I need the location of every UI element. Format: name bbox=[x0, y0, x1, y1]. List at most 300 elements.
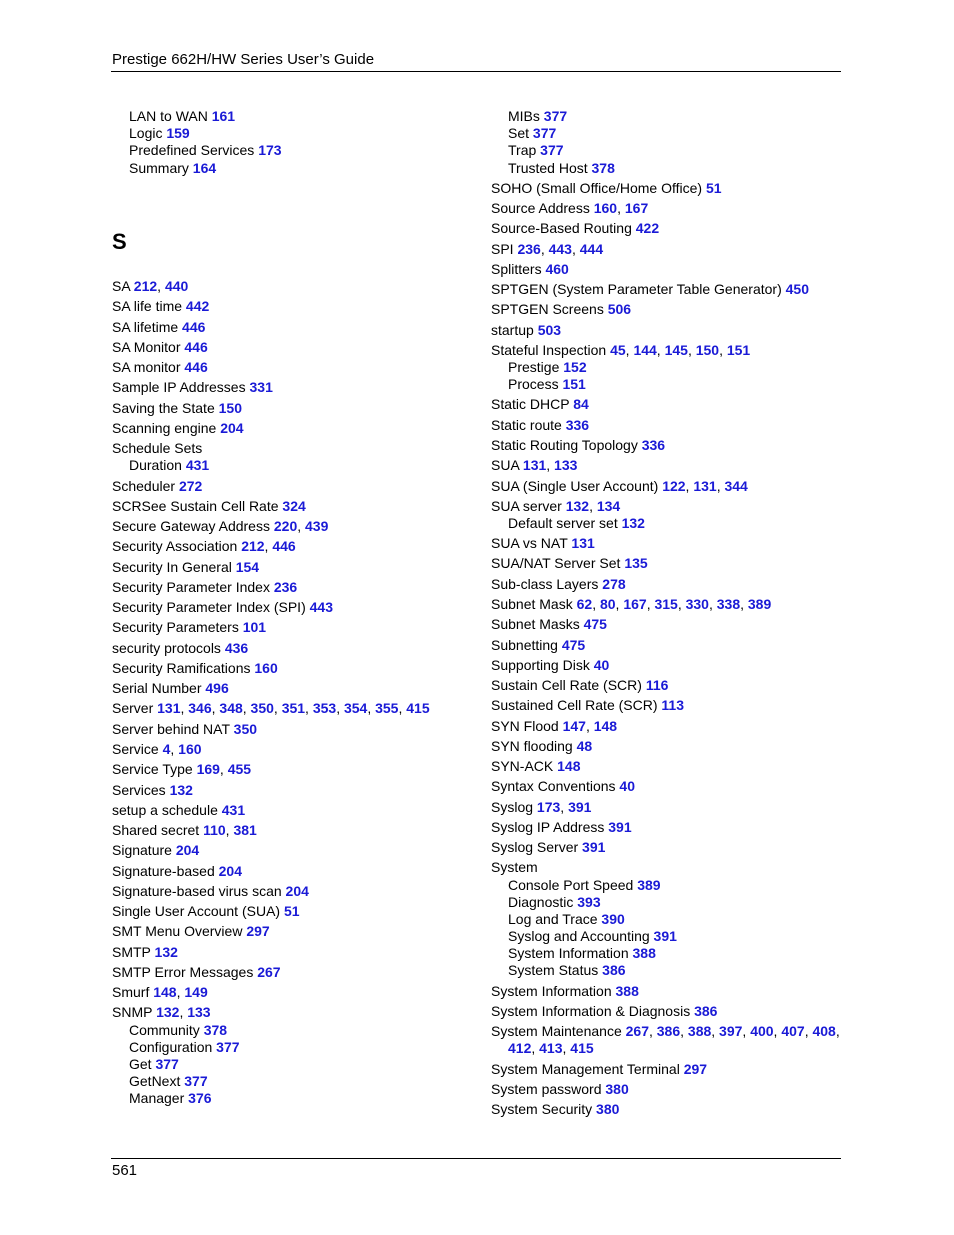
page-reference-link[interactable]: 135 bbox=[624, 555, 648, 571]
page-reference-link[interactable]: 278 bbox=[602, 576, 626, 592]
page-reference-link[interactable]: 132 bbox=[169, 782, 193, 798]
page-reference-link[interactable]: 390 bbox=[601, 911, 625, 927]
page-reference-link[interactable]: 386 bbox=[694, 1003, 718, 1019]
index-entry bbox=[491, 758, 580, 775]
index-entry bbox=[491, 1081, 629, 1098]
page-reference-link[interactable]: 350 bbox=[233, 721, 258, 737]
index-entry: SPI 236, 443, 444 bbox=[491, 241, 604, 257]
index-entry bbox=[112, 680, 229, 697]
index-term: Logic bbox=[129, 125, 163, 141]
page-reference-link[interactable]: 51 bbox=[283, 903, 300, 919]
page-reference-link[interactable]: 415 bbox=[406, 700, 430, 716]
page-reference-link[interactable]: 496 bbox=[205, 680, 229, 696]
page-reference-link[interactable]: 131 bbox=[571, 535, 595, 551]
page-reference-link[interactable]: 377 bbox=[532, 125, 557, 141]
index-term: SA lifetime bbox=[112, 319, 179, 335]
index-entry bbox=[491, 616, 607, 633]
page-reference-link[interactable]: 167 bbox=[624, 200, 649, 216]
page-reference-link[interactable]: 336 bbox=[641, 437, 666, 453]
index-subentry bbox=[508, 160, 615, 177]
page-reference-link[interactable]: 267 bbox=[257, 964, 281, 980]
page-reference-link[interactable]: 446 bbox=[184, 359, 208, 375]
index-subentry bbox=[508, 142, 564, 159]
index-entry: SYN Flood 147, 148 bbox=[491, 718, 618, 734]
index-term: Syslog IP Address bbox=[491, 819, 605, 835]
index-term: System Status bbox=[508, 962, 599, 978]
index-entry bbox=[112, 359, 208, 376]
page-reference-link[interactable]: 40 bbox=[593, 657, 610, 673]
page-reference-link[interactable]: 150 bbox=[695, 342, 720, 358]
index-entry bbox=[112, 599, 333, 616]
index-entry bbox=[491, 437, 665, 454]
index-term: Default server set bbox=[508, 515, 618, 531]
index-entry bbox=[491, 555, 648, 572]
index-entry: System Maintenance 267, 386, 388, 397, 400, 407, 408, 412, 413, 415 bbox=[491, 1023, 840, 1056]
page-reference-link[interactable]: 132 bbox=[154, 944, 178, 960]
index-entry bbox=[491, 261, 569, 278]
index-term: startup bbox=[491, 322, 534, 338]
index-subentry bbox=[129, 1056, 179, 1073]
page-reference-link[interactable]: 267 bbox=[625, 1023, 649, 1039]
page-reference-link[interactable]: 397 bbox=[719, 1023, 743, 1039]
index-term: Syslog Server bbox=[491, 839, 579, 855]
index-term: Schedule Sets bbox=[112, 440, 203, 456]
page-reference-link[interactable]: 236 bbox=[517, 241, 541, 257]
page-reference-link[interactable]: 131 bbox=[522, 457, 547, 473]
index-entry bbox=[112, 498, 306, 515]
index-entry bbox=[112, 782, 193, 799]
index-subentry bbox=[508, 911, 625, 928]
index-term: Source Address bbox=[491, 200, 590, 216]
index-term: SOHO (Small Office/Home Office) bbox=[491, 180, 703, 196]
index-term: Static DHCP bbox=[491, 396, 570, 412]
index-term: SA bbox=[112, 278, 130, 294]
page-reference-link[interactable]: 147 bbox=[562, 718, 586, 734]
page-reference-link[interactable]: 169 bbox=[196, 761, 220, 777]
page-reference-link[interactable]: 436 bbox=[224, 640, 249, 656]
index-entry bbox=[491, 657, 609, 674]
index-entry bbox=[112, 903, 300, 920]
page-reference-link[interactable]: 204 bbox=[220, 420, 244, 436]
index-entry bbox=[491, 819, 632, 836]
index-term: MIBs bbox=[508, 108, 540, 124]
page-reference-link[interactable]: 150 bbox=[218, 400, 242, 416]
index-entry: Syslog 173, 391 bbox=[491, 799, 592, 815]
page-reference-link[interactable]: 116 bbox=[645, 677, 669, 693]
index-term: Sub-class Layers bbox=[491, 576, 599, 592]
page-reference-link[interactable]: 173 bbox=[536, 799, 561, 815]
index-subentry bbox=[508, 928, 677, 945]
page-reference-link[interactable]: 204 bbox=[285, 883, 309, 899]
index-term: Signature-based virus scan bbox=[112, 883, 282, 899]
index-entry: Security Association 212, 446 bbox=[112, 538, 296, 554]
index-entry: Shared secret 110, 381 bbox=[112, 822, 257, 838]
index-entry bbox=[491, 778, 635, 795]
page-reference-link[interactable]: 407 bbox=[781, 1023, 805, 1039]
page-reference-link[interactable]: 431 bbox=[185, 457, 210, 473]
index-subentry bbox=[129, 108, 235, 125]
index-entry bbox=[112, 298, 209, 315]
index-subentry bbox=[508, 515, 645, 532]
page-reference-link[interactable]: 439 bbox=[305, 518, 329, 534]
index-term: SUA (Single User Account) bbox=[491, 478, 659, 494]
page-reference-link[interactable]: 391 bbox=[582, 839, 606, 855]
page-reference-link[interactable]: 4 bbox=[162, 741, 171, 757]
page-reference-link[interactable]: 154 bbox=[235, 559, 260, 575]
page-reference-link[interactable]: 160 bbox=[178, 741, 202, 757]
page-reference-link[interactable]: 315 bbox=[654, 596, 678, 612]
index-term: Service Type bbox=[112, 761, 193, 777]
index-term: SPI bbox=[491, 241, 514, 257]
index-term: Community bbox=[129, 1022, 200, 1038]
page-reference-link[interactable]: 40 bbox=[619, 778, 635, 794]
index-subentry bbox=[508, 945, 656, 962]
index-term: Splitters bbox=[491, 261, 542, 277]
page-reference-link[interactable]: 415 bbox=[570, 1040, 594, 1056]
page-reference-link[interactable]: 173 bbox=[258, 142, 282, 158]
page-reference-link[interactable]: 503 bbox=[537, 322, 562, 338]
page-reference-link[interactable]: 431 bbox=[221, 802, 246, 818]
index-term: System password bbox=[491, 1081, 602, 1097]
index-term: GetNext bbox=[129, 1073, 181, 1089]
index-entry: Secure Gateway Address 220, 439 bbox=[112, 518, 329, 534]
index-entry bbox=[491, 322, 561, 339]
index-entry: Subnet Mask 62, 80, 167, 315, 330, 338, 389 bbox=[491, 596, 772, 612]
page-reference-link[interactable]: 378 bbox=[591, 160, 615, 176]
index-term: Set bbox=[508, 125, 530, 141]
page-reference-link[interactable]: 48 bbox=[576, 738, 593, 754]
page-reference-link[interactable]: 148 bbox=[593, 718, 618, 734]
page-reference-link[interactable]: 389 bbox=[637, 877, 661, 893]
index-term: Security Parameter Index bbox=[112, 579, 270, 595]
index-entry bbox=[491, 677, 668, 694]
page-reference-link[interactable]: 167 bbox=[623, 596, 647, 612]
page-reference-link[interactable]: 151 bbox=[726, 342, 751, 358]
page-reference-link[interactable]: 381 bbox=[233, 822, 257, 838]
page-reference-link[interactable]: 378 bbox=[203, 1022, 228, 1038]
page-reference-link[interactable]: 350 bbox=[250, 700, 274, 716]
page-reference-link[interactable]: 132 bbox=[156, 1004, 180, 1020]
page-reference-link[interactable]: 380 bbox=[596, 1101, 620, 1117]
page-reference-link[interactable]: 377 bbox=[155, 1056, 179, 1072]
index-term: Service bbox=[112, 741, 159, 757]
page-reference-link[interactable]: 338 bbox=[716, 596, 741, 612]
page-reference-link[interactable]: 386 bbox=[656, 1023, 681, 1039]
index-term: Duration bbox=[129, 457, 182, 473]
index-term: Services bbox=[112, 782, 166, 798]
page-reference-link[interactable]: 413 bbox=[539, 1040, 563, 1056]
page-reference-link[interactable]: 160 bbox=[254, 660, 278, 676]
index-term: SMT Menu Overview bbox=[112, 923, 243, 939]
index-subentry bbox=[129, 1090, 212, 1107]
index-term: Single User Account (SUA) bbox=[112, 903, 281, 919]
page-reference-link[interactable]: 62 bbox=[576, 596, 593, 612]
index-entry bbox=[491, 281, 809, 298]
index-subentry bbox=[129, 142, 282, 159]
index-entry bbox=[491, 396, 589, 413]
index-term: SMTP bbox=[112, 944, 151, 960]
page-reference-link[interactable]: 408 bbox=[812, 1023, 836, 1039]
page-reference-link[interactable]: 393 bbox=[577, 894, 601, 910]
index-term: SMTP Error Messages bbox=[112, 964, 254, 980]
page-reference-link[interactable]: 51 bbox=[705, 180, 722, 196]
index-entry bbox=[491, 576, 626, 593]
page-reference-link[interactable]: 506 bbox=[607, 301, 632, 317]
page-reference-link[interactable]: 297 bbox=[683, 1061, 708, 1077]
index-entry bbox=[112, 400, 242, 417]
index-term: SUA server bbox=[491, 498, 562, 514]
index-entry bbox=[491, 697, 684, 714]
page-reference-link[interactable]: 412 bbox=[508, 1040, 532, 1056]
page-reference-link[interactable]: 391 bbox=[568, 799, 592, 815]
index-term: SA monitor bbox=[112, 359, 181, 375]
index-term: Static Routing Topology bbox=[491, 437, 638, 453]
page-reference-link[interactable]: 149 bbox=[184, 984, 208, 1000]
page-reference-link[interactable]: 160 bbox=[593, 200, 618, 216]
page-reference-link[interactable]: 351 bbox=[281, 700, 306, 716]
index-term: Smurf bbox=[112, 984, 150, 1000]
index-entry bbox=[112, 944, 178, 961]
index-term: LAN to WAN bbox=[129, 108, 208, 124]
index-term: SA Monitor bbox=[112, 339, 181, 355]
index-subentry bbox=[508, 894, 601, 911]
index-entry: Source Address 160, 167 bbox=[491, 200, 649, 216]
index-entry bbox=[491, 301, 631, 318]
index-term: Get bbox=[129, 1056, 152, 1072]
index-term: Process bbox=[508, 376, 559, 392]
index-entry bbox=[491, 180, 722, 197]
index-entry bbox=[491, 983, 639, 1000]
page-reference-link[interactable]: 376 bbox=[188, 1090, 212, 1106]
index-entry bbox=[491, 839, 605, 856]
index-term: Security Parameters bbox=[112, 619, 239, 635]
index-term: SYN flooding bbox=[491, 738, 573, 754]
index-term: System Information bbox=[508, 945, 629, 961]
index-term: Predefined Services bbox=[129, 142, 255, 158]
page-reference-link[interactable]: 388 bbox=[632, 945, 656, 961]
index-term: System Maintenance bbox=[491, 1023, 622, 1039]
page-reference-link[interactable]: 131 bbox=[157, 700, 181, 716]
page-reference-link[interactable]: 151 bbox=[562, 376, 586, 392]
index-entry bbox=[491, 1061, 707, 1078]
page-reference-link[interactable]: 122 bbox=[662, 478, 686, 494]
page-reference-link[interactable]: 440 bbox=[164, 278, 189, 294]
page-reference-link[interactable]: 336 bbox=[565, 417, 590, 433]
page-reference-link[interactable]: 204 bbox=[218, 863, 242, 879]
index-entry bbox=[491, 220, 659, 237]
index-term: Sample IP Addresses bbox=[112, 379, 246, 395]
index-term: SNMP bbox=[112, 1004, 153, 1020]
index-term: Prestige bbox=[508, 359, 560, 375]
page-reference-link[interactable]: 354 bbox=[343, 700, 368, 716]
index-term: System bbox=[491, 859, 538, 875]
index-term: System Management Terminal bbox=[491, 1061, 680, 1077]
index-entry bbox=[112, 660, 278, 677]
page-reference-link[interactable]: 152 bbox=[563, 359, 587, 375]
index-term: Trusted Host bbox=[508, 160, 588, 176]
page-reference-link[interactable]: 353 bbox=[312, 700, 337, 716]
page-reference-link[interactable]: 324 bbox=[282, 498, 306, 514]
index-entry: Service 4, 160 bbox=[112, 741, 202, 757]
page-reference-link[interactable]: 460 bbox=[545, 261, 569, 277]
page-reference-link[interactable]: 212 bbox=[133, 278, 158, 294]
index-entry: Service Type 169, 455 bbox=[112, 761, 252, 777]
page-reference-link[interactable]: 161 bbox=[211, 108, 236, 124]
index-entry: Stateful Inspection 45, 144, 145, 150, 151 bbox=[491, 342, 751, 358]
page-reference-link[interactable]: 346 bbox=[188, 700, 212, 716]
index-entry bbox=[112, 923, 270, 940]
index-entry bbox=[112, 339, 208, 356]
page-reference-link[interactable]: 450 bbox=[785, 281, 809, 297]
page-reference-link[interactable]: 272 bbox=[178, 478, 203, 494]
page-reference-link[interactable]: 377 bbox=[543, 108, 568, 124]
page-reference-link[interactable]: 145 bbox=[664, 342, 688, 358]
page-reference-link[interactable]: 148 bbox=[557, 758, 581, 774]
page-reference-link[interactable]: 400 bbox=[750, 1023, 774, 1039]
page-reference-link[interactable]: 330 bbox=[685, 596, 709, 612]
index-term: Subnet Masks bbox=[491, 616, 580, 632]
index-entry bbox=[491, 859, 538, 876]
index-entry bbox=[112, 721, 257, 738]
page-reference-link[interactable]: 80 bbox=[599, 596, 616, 612]
index-term: Sustained Cell Rate (SCR) bbox=[491, 697, 658, 713]
index-term: System Information bbox=[491, 983, 612, 999]
index-term: Syslog bbox=[491, 799, 534, 815]
index-subentry bbox=[129, 160, 216, 177]
page-reference-link[interactable]: 455 bbox=[227, 761, 252, 777]
index-term: Configuration bbox=[129, 1039, 213, 1055]
index-term: SPTGEN Screens bbox=[491, 301, 604, 317]
page-reference-link[interactable]: 344 bbox=[724, 478, 748, 494]
index-entry: Server 131, 346, 348, 350, 351, 353, 354, 355, 415 bbox=[112, 700, 430, 716]
page-reference-link[interactable]: 446 bbox=[272, 538, 296, 554]
page-reference-link[interactable]: 377 bbox=[216, 1039, 240, 1055]
page-reference-link[interactable]: 389 bbox=[747, 596, 772, 612]
page-reference-link[interactable]: 388 bbox=[615, 983, 639, 999]
index-term: Syslog and Accounting bbox=[508, 928, 650, 944]
page-reference-link[interactable]: 144 bbox=[633, 342, 657, 358]
page-reference-link[interactable]: 391 bbox=[608, 819, 632, 835]
index-term: setup a schedule bbox=[112, 802, 218, 818]
index-term: SYN-ACK bbox=[491, 758, 554, 774]
index-entry: SA 212, 440 bbox=[112, 278, 189, 294]
index-subentry bbox=[508, 877, 661, 894]
index-term: Sustain Cell Rate (SCR) bbox=[491, 677, 642, 693]
index-term: Syntax Conventions bbox=[491, 778, 616, 794]
page-reference-link[interactable]: 159 bbox=[166, 125, 190, 141]
index-term: Saving the State bbox=[112, 400, 215, 416]
index-subentry bbox=[508, 962, 626, 979]
index-term: SPTGEN (System Parameter Table Generator) bbox=[491, 281, 782, 297]
page-reference-link[interactable]: 377 bbox=[184, 1073, 208, 1089]
page-reference-link[interactable]: 204 bbox=[175, 842, 200, 858]
page-reference-link[interactable]: 331 bbox=[249, 379, 273, 395]
page-reference-link[interactable]: 386 bbox=[602, 962, 626, 978]
index-entry bbox=[112, 420, 244, 437]
page-reference-link[interactable]: 348 bbox=[219, 700, 243, 716]
index-entry bbox=[491, 1003, 717, 1020]
index-term: Security Association bbox=[112, 538, 238, 554]
page-reference-link[interactable]: 110 bbox=[203, 822, 226, 838]
page-reference-link[interactable]: 134 bbox=[596, 498, 621, 514]
index-entry bbox=[112, 619, 266, 636]
index-entry bbox=[491, 637, 585, 654]
page-reference-link[interactable]: 236 bbox=[273, 579, 298, 595]
index-term: SUA vs NAT bbox=[491, 535, 568, 551]
page-reference-link[interactable]: 355 bbox=[375, 700, 399, 716]
index-term: Scheduler bbox=[112, 478, 176, 494]
page-reference-link[interactable]: 45 bbox=[610, 342, 626, 358]
page-reference-link[interactable]: 164 bbox=[192, 160, 217, 176]
page-reference-link[interactable]: 443 bbox=[309, 599, 333, 615]
page-reference-link[interactable]: 101 bbox=[242, 619, 267, 635]
page-reference-link[interactable]: 422 bbox=[635, 220, 660, 236]
page-reference-link[interactable]: 133 bbox=[187, 1004, 211, 1020]
index-term: SUA bbox=[491, 457, 520, 473]
page-reference-link[interactable]: 132 bbox=[621, 515, 645, 531]
index-entry bbox=[112, 579, 297, 596]
page-reference-link[interactable]: 133 bbox=[554, 457, 578, 473]
index-entry bbox=[491, 738, 592, 755]
index-term: System Information & Diagnosis bbox=[491, 1003, 691, 1019]
page-reference-link[interactable]: 132 bbox=[565, 498, 590, 514]
page-reference-link[interactable]: 446 bbox=[184, 339, 208, 355]
index-term: Log and Trace bbox=[508, 911, 598, 927]
index-entry bbox=[491, 1101, 619, 1118]
index-entry: Smurf 148, 149 bbox=[112, 984, 208, 1000]
index-entry bbox=[491, 417, 589, 434]
index-term: Shared secret bbox=[112, 822, 200, 838]
index-entry bbox=[112, 964, 281, 981]
page-reference-link[interactable]: 475 bbox=[561, 637, 586, 653]
header-rule bbox=[111, 71, 841, 72]
index-term: Static route bbox=[491, 417, 562, 433]
page-reference-link[interactable]: 444 bbox=[579, 241, 604, 257]
index-entry: SUA 131, 133 bbox=[491, 457, 578, 473]
index-subentry bbox=[129, 1039, 240, 1056]
page-reference-link[interactable]: 377 bbox=[540, 142, 564, 158]
page-reference-link[interactable]: 475 bbox=[583, 616, 607, 632]
page-reference-link[interactable]: 113 bbox=[661, 697, 684, 713]
index-entry bbox=[112, 863, 242, 880]
index-subentry bbox=[129, 125, 190, 142]
index-subentry bbox=[508, 125, 556, 142]
index-entry: SUA server 132, 134 bbox=[491, 498, 621, 514]
page-reference-link[interactable]: 212 bbox=[241, 538, 265, 554]
index-entry: SNMP 132, 133 bbox=[112, 1004, 211, 1020]
page-reference-link[interactable]: 442 bbox=[185, 298, 210, 314]
index-subentry bbox=[508, 108, 567, 125]
index-term: security protocols bbox=[112, 640, 221, 656]
page-reference-link[interactable]: 220 bbox=[273, 518, 298, 534]
footer-rule bbox=[111, 1158, 841, 1159]
index-entry bbox=[112, 478, 202, 495]
index-term: Source-Based Routing bbox=[491, 220, 632, 236]
page-reference-link[interactable]: 148 bbox=[153, 984, 177, 1000]
page-reference-link[interactable]: 131 bbox=[693, 478, 717, 494]
index-term: Subnetting bbox=[491, 637, 558, 653]
page-reference-link[interactable]: 84 bbox=[573, 396, 589, 412]
index-entry bbox=[112, 379, 273, 396]
index-entry bbox=[112, 842, 199, 859]
page-reference-link[interactable]: 380 bbox=[605, 1081, 629, 1097]
page-reference-link[interactable]: 388 bbox=[687, 1023, 712, 1039]
page-reference-link[interactable]: 443 bbox=[548, 241, 572, 257]
page-reference-link[interactable]: 391 bbox=[653, 928, 677, 944]
page-reference-link[interactable]: 297 bbox=[246, 923, 270, 939]
page-reference-link[interactable]: 446 bbox=[182, 319, 206, 335]
index-term: Security Parameter Index (SPI) bbox=[112, 599, 306, 615]
